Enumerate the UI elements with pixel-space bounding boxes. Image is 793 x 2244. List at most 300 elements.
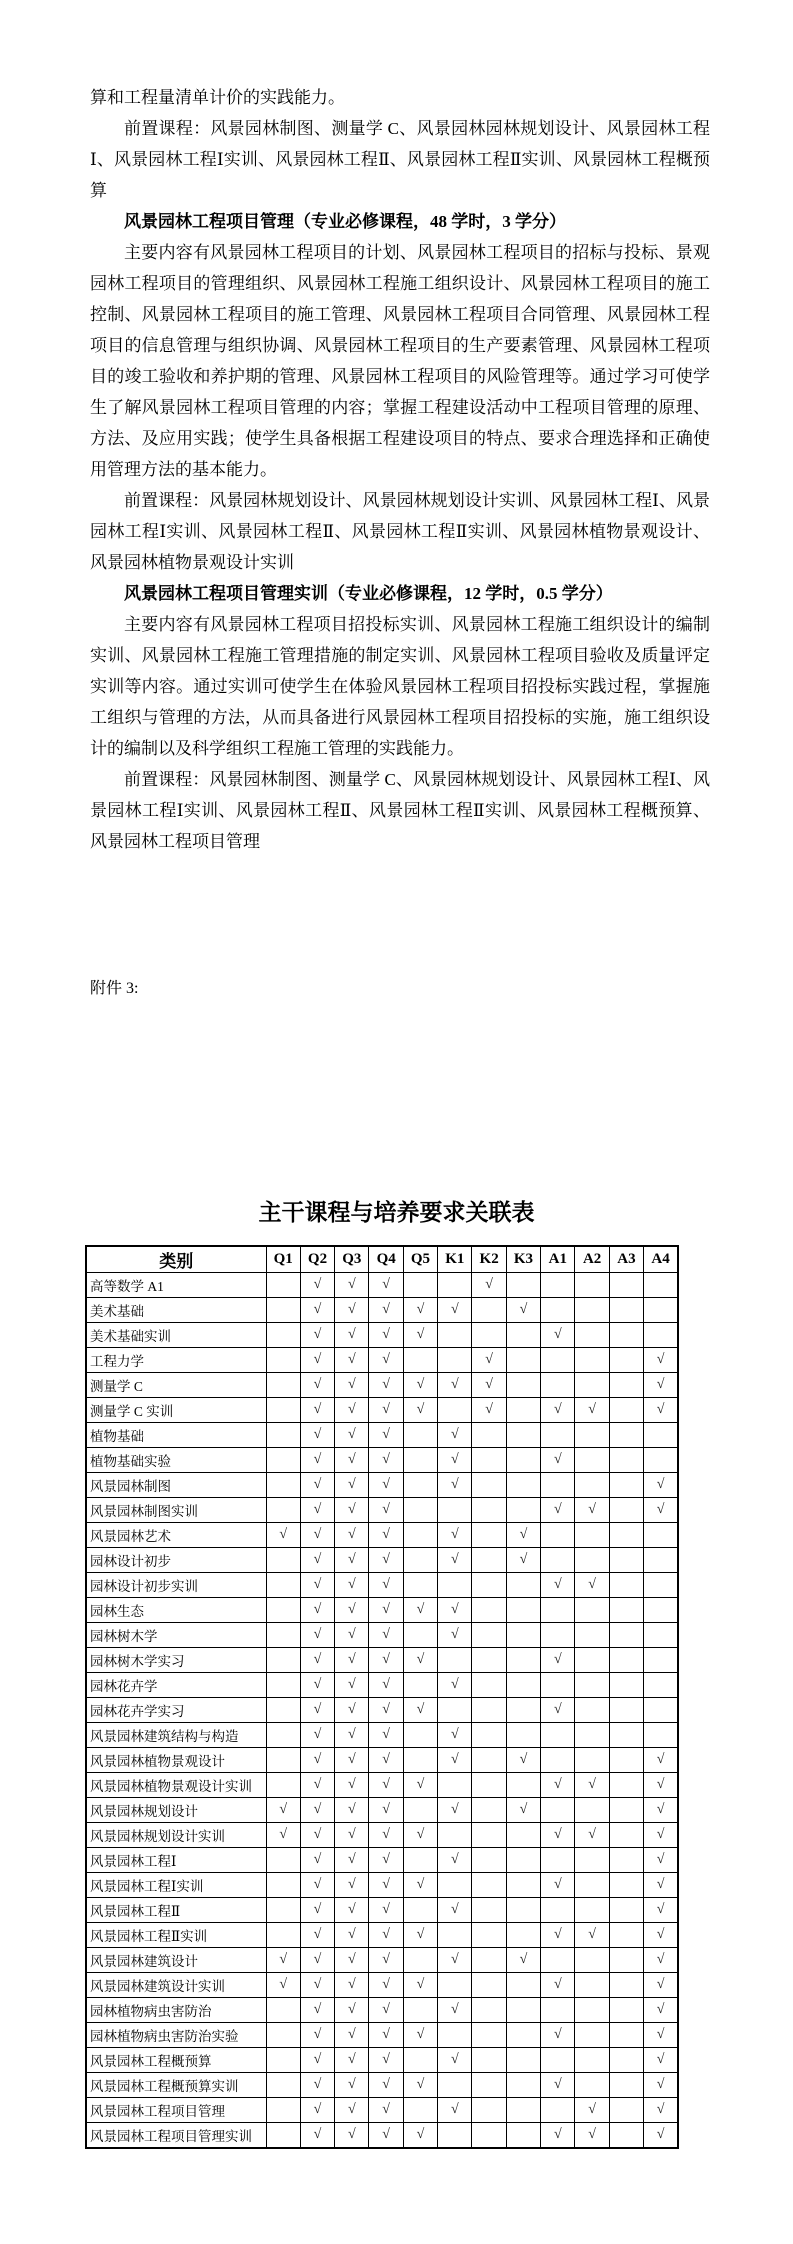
check-cell: √ [369,1398,403,1423]
empty-cell [609,1398,643,1423]
check-cell: √ [438,1623,472,1648]
check-cell: √ [335,1698,369,1723]
check-cell: √ [644,1873,678,1898]
empty-cell [472,2023,506,2048]
check-cell: √ [541,1648,575,1673]
empty-cell [403,1448,437,1473]
course-heading-project-management-practice: 风景园林工程项目管理实训（专业必修课程，12 学时，0.5 学分） [124,584,613,603]
empty-cell [609,1598,643,1623]
empty-cell [472,1598,506,1623]
matrix-row [86,1873,678,1898]
empty-cell [609,1548,643,1573]
check-cell: √ [506,1948,540,1973]
matrix-row [86,1673,678,1698]
course-name-cell: 园林生态 [86,1598,266,1623]
check-cell: √ [335,1848,369,1873]
empty-cell [472,1648,506,1673]
empty-cell [438,1923,472,1948]
empty-cell [575,1273,609,1298]
check-cell: √ [369,1723,403,1748]
check-cell: √ [438,1548,472,1573]
check-cell: √ [369,1823,403,1848]
empty-cell [609,1948,643,1973]
check-cell: √ [644,1473,678,1498]
check-cell: √ [369,2023,403,2048]
check-cell: √ [438,1998,472,2023]
check-cell: √ [300,1523,334,1548]
empty-cell [609,1648,643,1673]
empty-cell [403,1723,437,1748]
empty-cell [472,2073,506,2098]
check-cell: √ [300,1423,334,1448]
empty-cell [266,1898,300,1923]
check-cell: √ [541,2023,575,2048]
empty-cell [403,1948,437,1973]
check-cell: √ [300,1798,334,1823]
course-name-cell: 风景园林规划设计 [86,1798,266,1823]
check-cell: √ [300,1598,334,1623]
empty-cell [575,1698,609,1723]
empty-cell [575,2073,609,2098]
empty-cell [541,1523,575,1548]
empty-cell [541,2048,575,2073]
check-cell: √ [369,1623,403,1648]
matrix-row [86,1473,678,1498]
check-cell: √ [266,1798,300,1823]
empty-cell [609,1273,643,1298]
check-cell: √ [369,1648,403,1673]
empty-cell [575,1948,609,1973]
check-cell: √ [369,1523,403,1548]
empty-cell [575,1998,609,2023]
check-cell: √ [575,2123,609,2149]
check-cell: √ [266,1973,300,1998]
empty-cell [575,2048,609,2073]
empty-cell [506,1873,540,1898]
matrix-row [86,1848,678,1873]
empty-cell [575,1798,609,1823]
empty-cell [438,1573,472,1598]
empty-cell [472,1698,506,1723]
empty-cell [266,1623,300,1648]
check-cell: √ [369,1698,403,1723]
matrix-row [86,1698,678,1723]
empty-cell [266,2098,300,2123]
check-cell: √ [369,1898,403,1923]
check-cell: √ [300,1498,334,1523]
empty-cell [575,1473,609,1498]
empty-cell [472,1498,506,1523]
check-cell: √ [541,2073,575,2098]
matrix-row [86,1423,678,1448]
empty-cell [609,1823,643,1848]
check-cell: √ [644,1373,678,1398]
empty-cell [609,1748,643,1773]
empty-cell [403,1998,437,2023]
empty-cell [472,1898,506,1923]
check-cell: √ [403,1873,437,1898]
empty-cell [506,1823,540,1848]
check-cell: √ [335,1773,369,1798]
empty-cell [609,1773,643,1798]
empty-cell [266,1398,300,1423]
check-cell: √ [300,1723,334,1748]
course-heading-project-management: 风景园林工程项目管理（专业必修课程，48 学时，3 学分） [124,212,566,231]
empty-cell [506,1998,540,2023]
empty-cell [506,1573,540,1598]
check-cell: √ [335,1498,369,1523]
check-cell: √ [335,1723,369,1748]
check-cell: √ [300,1398,334,1423]
check-cell: √ [335,1523,369,1548]
check-cell: √ [300,1673,334,1698]
check-cell: √ [300,2023,334,2048]
check-cell: √ [335,1323,369,1348]
empty-cell [266,2048,300,2073]
empty-cell [266,1773,300,1798]
course-name-cell: 园林植物病虫害防治 [86,1998,266,2023]
course-name-cell: 美术基础 [86,1298,266,1323]
empty-cell [506,1723,540,1748]
check-cell: √ [644,2023,678,2048]
empty-cell [266,1348,300,1373]
column-header-a4: A4 [644,1246,678,1273]
check-cell: √ [335,1573,369,1598]
course-description-section [0,0,793,857]
course-name-cell: 园林树木学实习 [86,1648,266,1673]
check-cell: √ [300,2048,334,2073]
column-header-category: 类别 [86,1246,266,1273]
course-name-cell: 风景园林工程概预算 [86,2048,266,2073]
course-name-cell: 风景园林工程项目管理 [86,2098,266,2123]
empty-cell [438,1773,472,1798]
course-name-cell: 园林设计初步 [86,1548,266,1573]
empty-cell [403,1573,437,1598]
empty-cell [575,1623,609,1648]
check-cell: √ [644,2073,678,2098]
empty-cell [438,2073,472,2098]
check-cell: √ [644,1898,678,1923]
empty-cell [438,1698,472,1723]
empty-cell [644,1273,678,1298]
empty-cell [403,2098,437,2123]
check-cell: √ [369,1873,403,1898]
check-cell: √ [438,2048,472,2073]
matrix-header-row [86,1246,678,1273]
empty-cell [266,1473,300,1498]
empty-cell [506,1473,540,1498]
empty-cell [403,1673,437,1698]
matrix-row [86,1498,678,1523]
course-name-cell: 风景园林工程Ⅰ实训 [86,1873,266,1898]
check-cell: √ [644,1823,678,1848]
empty-cell [472,1523,506,1548]
check-cell: √ [403,1773,437,1798]
empty-cell [541,1748,575,1773]
empty-cell [506,1448,540,1473]
empty-cell [266,1873,300,1898]
empty-cell [609,1673,643,1698]
empty-cell [266,1273,300,1298]
course-name-cell: 风景园林工程项目管理实训 [86,2123,266,2149]
empty-cell [609,1698,643,1723]
empty-cell [609,1448,643,1473]
check-cell: √ [575,2098,609,2123]
check-cell: √ [369,1748,403,1773]
check-cell: √ [644,1948,678,1973]
check-cell: √ [300,1648,334,1673]
empty-cell [644,1548,678,1573]
check-cell: √ [644,2123,678,2149]
check-cell: √ [403,1923,437,1948]
check-cell: √ [335,2023,369,2048]
empty-cell [403,1898,437,1923]
empty-cell [403,1498,437,1523]
empty-cell [609,1623,643,1648]
check-cell: √ [369,1498,403,1523]
check-cell: √ [403,1973,437,1998]
empty-cell [438,1348,472,1373]
check-cell: √ [472,1273,506,1298]
empty-cell [609,1798,643,1823]
check-cell: √ [644,1798,678,1823]
empty-cell [506,1973,540,1998]
check-cell: √ [300,1548,334,1573]
empty-cell [438,1973,472,1998]
matrix-row [86,1648,678,1673]
empty-cell [609,1523,643,1548]
check-cell: √ [335,2073,369,2098]
check-cell: √ [369,1273,403,1298]
check-cell: √ [300,1373,334,1398]
check-cell: √ [300,1923,334,1948]
matrix-row [86,1548,678,1573]
check-cell: √ [575,1573,609,1598]
column-header-q3: Q3 [335,1246,369,1273]
check-cell: √ [644,1848,678,1873]
check-cell: √ [335,1373,369,1398]
check-cell: √ [438,1723,472,1748]
empty-cell [472,1773,506,1798]
matrix-row [86,1923,678,1948]
empty-cell [266,1698,300,1723]
empty-cell [575,1973,609,1998]
empty-cell [472,1948,506,1973]
empty-cell [609,2023,643,2048]
check-cell: √ [300,1573,334,1598]
empty-cell [644,1523,678,1548]
empty-cell [266,1423,300,1448]
empty-cell [541,1273,575,1298]
check-cell: √ [403,1598,437,1623]
empty-cell [575,1673,609,1698]
empty-cell [403,1548,437,1573]
empty-cell [506,2073,540,2098]
course-name-cell: 风景园林建筑设计 [86,1948,266,1973]
check-cell: √ [335,1473,369,1498]
empty-cell [541,1598,575,1623]
empty-cell [575,1298,609,1323]
empty-cell [506,1848,540,1873]
check-cell: √ [403,1823,437,1848]
empty-cell [575,1898,609,1923]
empty-cell [609,2073,643,2098]
empty-cell [575,1423,609,1448]
check-cell: √ [369,1998,403,2023]
empty-cell [609,1323,643,1348]
check-cell: √ [472,1348,506,1373]
check-cell: √ [403,1373,437,1398]
course-requirement-matrix-wrap [85,1245,793,2149]
column-header-q4: Q4 [369,1246,403,1273]
check-cell: √ [335,1273,369,1298]
course-name-cell: 风景园林艺术 [86,1523,266,1548]
matrix-row [86,1298,678,1323]
matrix-row [86,1348,678,1373]
check-cell: √ [438,1523,472,1548]
empty-cell [506,2098,540,2123]
check-cell: √ [335,1448,369,1473]
empty-cell [438,1398,472,1423]
empty-cell [472,1848,506,1873]
empty-cell [644,1573,678,1598]
check-cell: √ [369,1423,403,1448]
empty-cell [575,1448,609,1473]
empty-cell [472,1673,506,1698]
empty-cell [472,1423,506,1448]
check-cell: √ [438,1848,472,1873]
check-cell: √ [300,1273,334,1298]
check-cell: √ [403,2023,437,2048]
check-cell: √ [403,2073,437,2098]
check-cell: √ [369,1298,403,1323]
check-cell: √ [335,1798,369,1823]
empty-cell [541,1298,575,1323]
matrix-row [86,1973,678,1998]
matrix-row [86,1748,678,1773]
empty-cell [403,1848,437,1873]
empty-cell [541,1723,575,1748]
empty-cell [266,1648,300,1673]
check-cell: √ [335,1973,369,1998]
empty-cell [575,1523,609,1548]
check-cell: √ [403,1698,437,1723]
empty-cell [266,1498,300,1523]
check-cell: √ [369,1673,403,1698]
empty-cell [644,1298,678,1323]
matrix-row [86,2023,678,2048]
empty-cell [644,1673,678,1698]
check-cell: √ [300,1698,334,1723]
empty-cell [575,1748,609,1773]
empty-cell [506,1498,540,1523]
matrix-row [86,1373,678,1398]
check-cell: √ [300,1823,334,1848]
check-cell: √ [403,1398,437,1423]
matrix-row [86,1798,678,1823]
matrix-row [86,2123,678,2149]
check-cell: √ [541,1973,575,1998]
matrix-row [86,1723,678,1748]
empty-cell [609,1973,643,1998]
column-header-q1: Q1 [266,1246,300,1273]
check-cell: √ [369,1373,403,1398]
attachment-label: 附件 3: [90,980,139,997]
check-cell: √ [300,1298,334,1323]
check-cell: √ [335,1423,369,1448]
check-cell: √ [300,1948,334,1973]
empty-cell [472,2123,506,2149]
empty-cell [472,1473,506,1498]
check-cell: √ [335,1398,369,1423]
empty-cell [266,1298,300,1323]
matrix-row [86,2073,678,2098]
course-name-cell: 工程力学 [86,1348,266,1373]
check-cell: √ [438,1598,472,1623]
matrix-row [86,1598,678,1623]
empty-cell [609,2098,643,2123]
empty-cell [266,1573,300,1598]
paragraph-prerequisites-3: 前置课程：风景园林制图、测量学 C、风景园林规划设计、风景园林工程Ⅰ、风景园林工程Ⅰ实训、风景园林工程Ⅱ、风景园林工程Ⅱ实训、风景园林工程概预算、风景园林工程项目管理 [90,770,710,851]
empty-cell [506,1423,540,1448]
empty-cell [541,1948,575,1973]
check-cell: √ [369,1548,403,1573]
empty-cell [609,2048,643,2073]
course-name-cell: 园林花卉学 [86,1673,266,1698]
empty-cell [266,1723,300,1748]
check-cell: √ [403,1323,437,1348]
empty-cell [472,1448,506,1473]
course-name-cell: 风景园林植物景观设计 [86,1748,266,1773]
empty-cell [541,1848,575,1873]
empty-cell [644,1723,678,1748]
course-name-cell: 园林设计初步实训 [86,1573,266,1598]
empty-cell [575,1373,609,1398]
empty-cell [403,1423,437,1448]
empty-cell [506,2123,540,2149]
check-cell: √ [300,1973,334,1998]
course-name-cell: 风景园林建筑设计实训 [86,1973,266,1998]
empty-cell [506,1673,540,1698]
check-cell: √ [335,1823,369,1848]
empty-cell [266,2023,300,2048]
check-cell: √ [644,1923,678,1948]
course-name-cell: 风景园林工程概预算实训 [86,2073,266,2098]
paragraph-prerequisites-2: 前置课程：风景园林规划设计、风景园林规划设计实训、风景园林工程Ⅰ、风景园林工程Ⅰ实训、风景园林工程Ⅱ、风景园林工程Ⅱ实训、风景园林植物景观设计、风景园林植物景观设计实训 [90,491,710,572]
empty-cell [403,1798,437,1823]
check-cell: √ [335,1298,369,1323]
matrix-row [86,1273,678,1298]
empty-cell [609,1423,643,1448]
check-cell: √ [541,1698,575,1723]
check-cell: √ [575,1773,609,1798]
check-cell: √ [300,1323,334,1348]
empty-cell [575,1598,609,1623]
empty-cell [541,1623,575,1648]
check-cell: √ [335,2098,369,2123]
check-cell: √ [438,2098,472,2123]
check-cell: √ [472,1398,506,1423]
empty-cell [541,1898,575,1923]
empty-cell [438,1823,472,1848]
matrix-row [86,1523,678,1548]
matrix-row [86,1998,678,2023]
course-name-cell: 测量学 C [86,1373,266,1398]
empty-cell [609,1348,643,1373]
check-cell: √ [300,2073,334,2098]
paragraph-prerequisites-1: 前置课程：风景园林制图、测量学 C、风景园林园林规划设计、风景园林工程Ⅰ、风景园林工程Ⅰ实训、风景园林工程Ⅱ、风景园林工程Ⅱ实训、风景园林工程概预算 [90,119,710,200]
check-cell: √ [335,1873,369,1898]
